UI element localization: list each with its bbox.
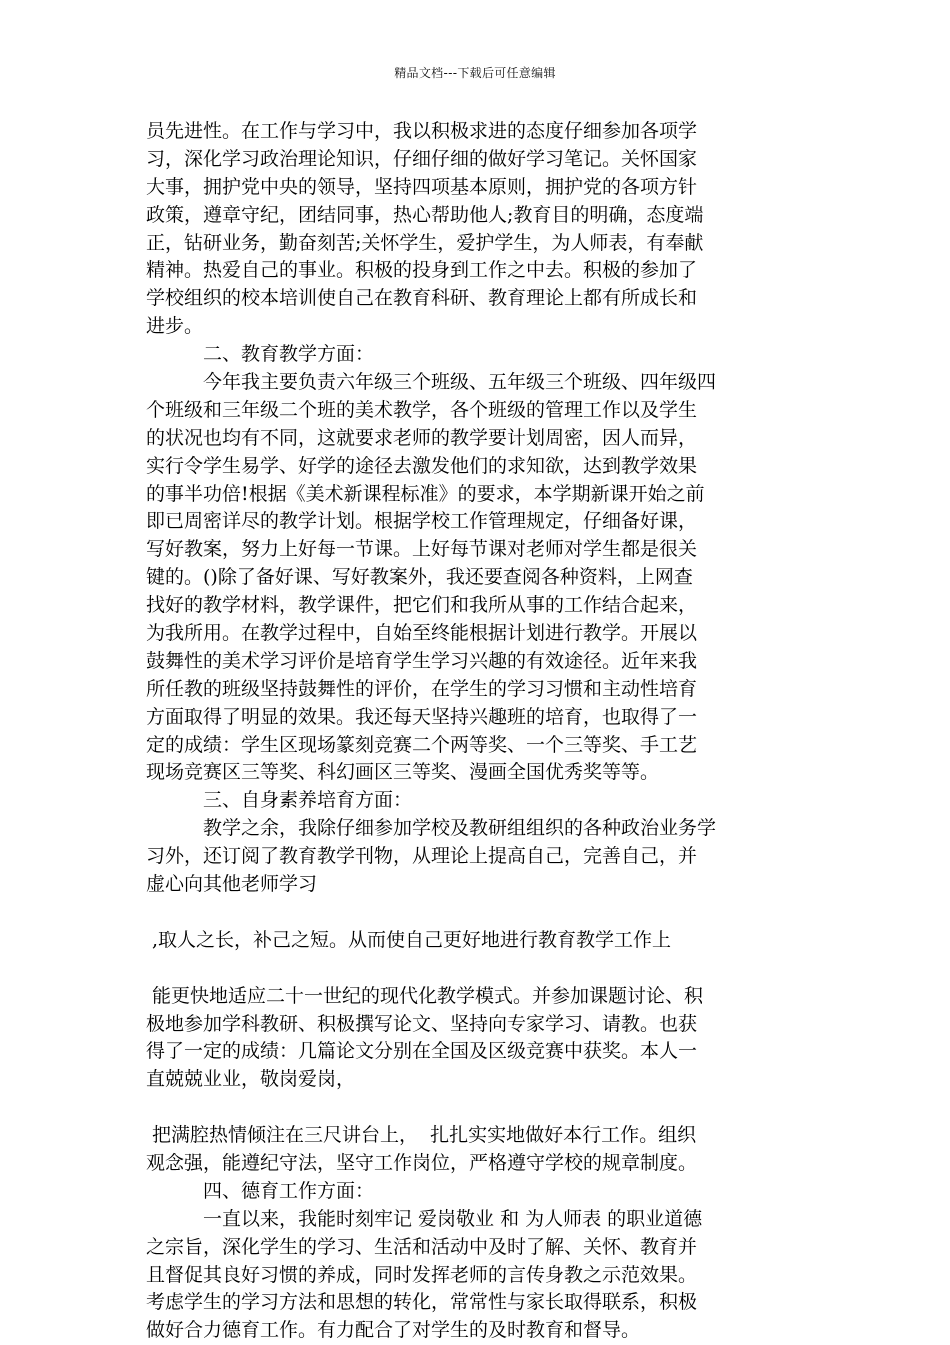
- text-line: 大事，拥护党中央的领导，坚持四项基本原则，拥护党的各项方针: [146, 175, 698, 198]
- section-heading: 三、自身素养培育方面：: [203, 789, 413, 812]
- text-line: ,取人之长，补己之短。从而使自己更好地进行教育教学工作上: [152, 928, 672, 951]
- text-line: 写好教案，努力上好每一节课。上好每节课对老师对学生都是很关: [146, 538, 698, 561]
- text-line: 的状况也均有不同，这就要求老师的教学要计划周密，因人而异，: [146, 426, 698, 449]
- text-line: 之宗旨，深化学生的学习、生活和活动中及时了解、关怀、教育并: [146, 1235, 698, 1258]
- text-line: 一直以来，我能时刻牢记 爱岗敬业 和 为人师表 的职业道德: [203, 1207, 703, 1230]
- text-line: 找好的教学材料，教学课件，把它们和我所从事的工作结合起来，: [146, 594, 698, 617]
- document-body: [146, 118, 806, 1345]
- text-line: 员先进性。在工作与学习中，我以积极求进的态度仔细参加各项学: [146, 120, 698, 142]
- text-line: 方面取得了明显的效果。我还每天坚持兴趣班的培育，也取得了一: [146, 705, 698, 728]
- text-line: 极地参加学科教研、积极撰写论文、坚持向专家学习、请教。也获: [146, 1012, 698, 1035]
- text-line: 进步。: [146, 315, 204, 338]
- page-header: 精品文档---下载后可任意编辑: [394, 66, 556, 80]
- text-line: 今年我主要负责六年级三个班级、五年级三个班级、四年级四: [203, 371, 717, 394]
- text-line: 鼓舞性的美术学习评价是培育学生学习兴趣的有效途径。近年来我: [146, 649, 698, 672]
- text-line: 现场竞赛区三等奖、科幻画区三等奖、漫画全国优秀奖等等。: [146, 761, 660, 784]
- text-line: 为我所用。在教学过程中，自始至终能根据计划进行教学。开展以: [146, 622, 698, 645]
- section-heading: 二、教育教学方面：: [203, 343, 375, 366]
- text-line: 能更快地适应二十一世纪的现代化教学模式。并参加课题讨论、积: [152, 984, 704, 1007]
- paragraph-gap: [146, 955, 806, 983]
- text-line: 直兢兢业业，敬岗爱岗，: [146, 1068, 356, 1091]
- text-line: 做好合力德育工作。有力配合了对学生的及时教育和督导。: [146, 1319, 641, 1342]
- text-line: 教学之余，我除仔细参加学校及教研组组织的各种政治业务学: [203, 817, 717, 840]
- text-line: 正，钻研业务，勤奋刻苦;关怀学生，爱护学生，为人师表，有奉献: [146, 231, 704, 254]
- text-line: 学校组织的校本培训使自己在教育科研、教育理论上都有所成长和: [146, 287, 698, 310]
- text-line: 观念强，能遵纪守法，坚守工作岗位，严格遵守学校的规章制度。: [146, 1151, 698, 1174]
- paragraph-gap: [146, 899, 806, 927]
- section-heading: 四、德育工作方面：: [203, 1179, 375, 1202]
- text-line: 考虑学生的学习方法和思想的转化，常常性与家长取得联系，积极: [146, 1291, 698, 1314]
- text-line: 精神。热爱自己的事业。积极的投身到工作之中去。积极的参加了: [146, 259, 698, 282]
- paragraph-gap: [146, 1094, 806, 1122]
- text-line: 且督促其良好习惯的养成，同时发挥老师的言传身教之示范效果。: [146, 1263, 698, 1286]
- text-line: 键的。()除了备好课、写好教案外，我还要查阅各种资料，上网查: [146, 566, 693, 589]
- text-line: 实行令学生易学、好学的途径去激发他们的求知欲，达到教学效果: [146, 454, 698, 477]
- text-line: 得了一定的成绩：几篇论文分别在全国及区级竞赛中获奖。本人一: [146, 1040, 698, 1063]
- text-line: 所任教的班级坚持鼓舞性的评价，在学生的学习习惯和主动性培育: [146, 677, 698, 700]
- text-line: 的事半功倍!根据《美术新课程标准》的要求，本学期新课开始之前: [146, 482, 705, 505]
- text-line: 政策，遵章守纪，团结同事，热心帮助他人;教育目的明确，态度端: [146, 203, 704, 226]
- text-line: 即已周密详尽的教学计划。根据学校工作管理规定，仔细备好课，: [146, 510, 698, 533]
- text-line: 习，深化学习政治理论知识，仔细仔细的做好学习笔记。关怀国家: [146, 147, 698, 170]
- text-line: 个班级和三年级二个班的美术教学，各个班级的管理工作以及学生: [146, 398, 698, 421]
- text-line: 定的成绩：学生区现场篆刻竞赛二个两等奖、一个三等奖、手工艺: [146, 733, 698, 756]
- text-line: 把满腔热情倾注在三尺讲台上， 扎扎实实地做好本行工作。组织: [152, 1124, 697, 1147]
- text-line: 虚心向其他老师学习: [146, 873, 318, 896]
- text-line: 习外，还订阅了教育教学刊物，从理论上提高自己，完善自己，并: [146, 845, 698, 868]
